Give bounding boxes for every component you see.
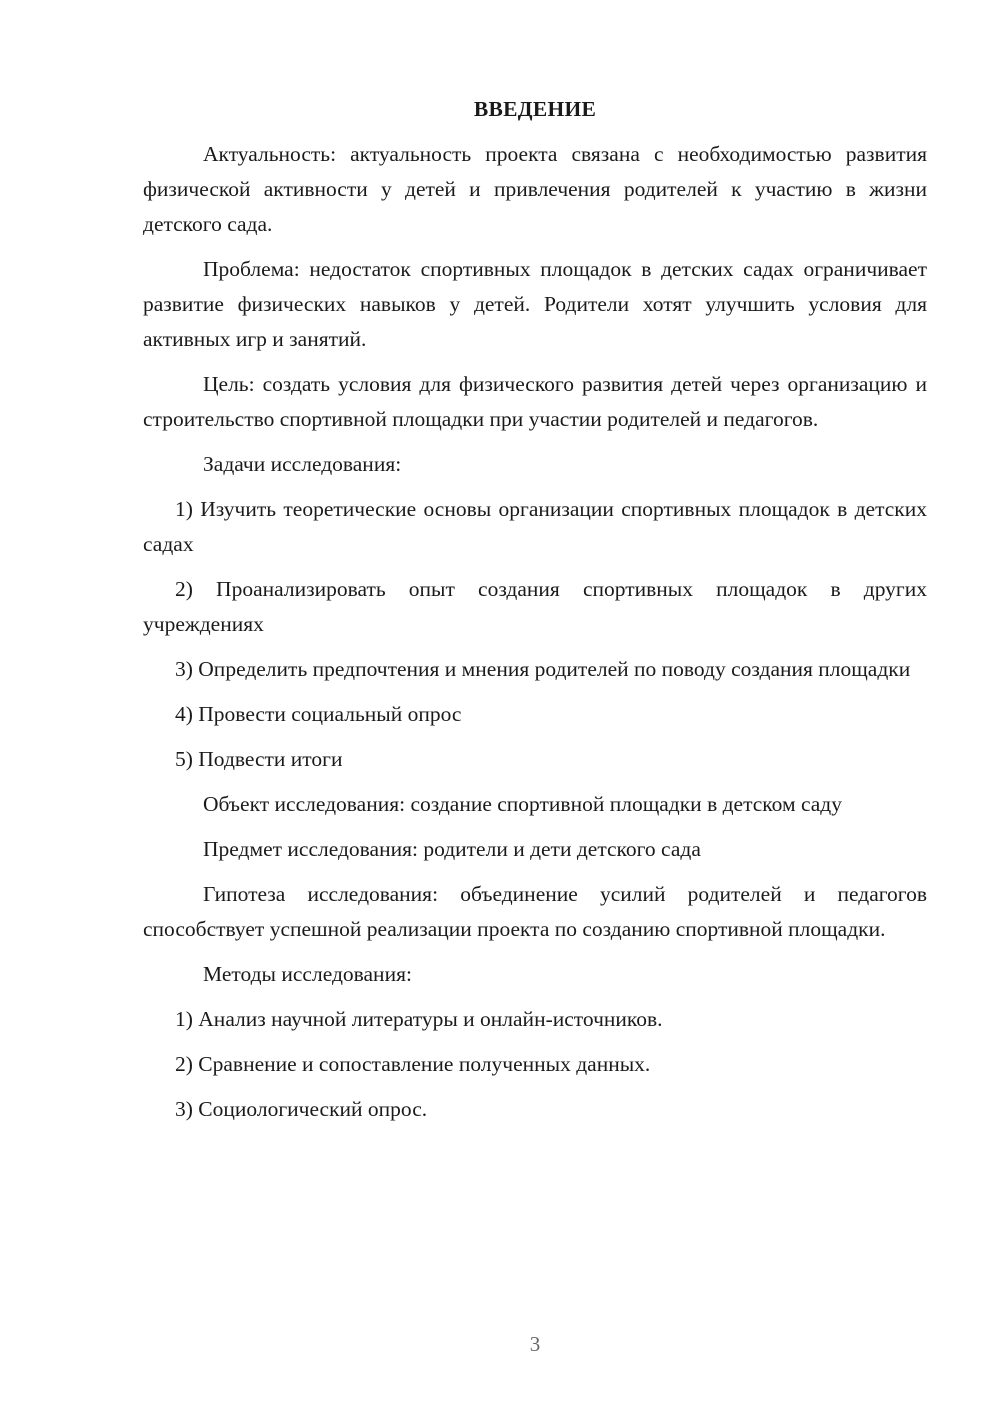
paragraph-object: Объект исследования: создание спортивной площадки в детском саду: [203, 792, 842, 816]
list-item: 4) Провести социальный опрос: [175, 702, 462, 726]
list-item: 2) Проанализировать опыт создания спортивных площадок в других учреждениях: [143, 577, 927, 636]
paragraph-goal: Цель: создать условия для физического развития детей через организацию и строительство спортивной площадки при участии родителей и педагогов.: [143, 372, 927, 431]
methods-list: [143, 1002, 927, 1127]
list-item: 5) Подвести итоги: [175, 747, 343, 771]
paragraph-subject: Предмет исследования: родители и дети детского сада: [203, 837, 701, 861]
tasks-intro: Задачи исследования:: [203, 452, 402, 476]
list-item: 1) Изучить теоретические основы организации спортивных площадок в детских садах: [143, 497, 927, 556]
methods-intro: Методы исследования:: [203, 962, 412, 986]
list-item: 1) Анализ научной литературы и онлайн-источников.: [175, 1007, 663, 1031]
list-item: 3) Социологический опрос.: [175, 1097, 428, 1121]
paragraph-problem: Проблема: недостаток спортивных площадок в детских садах ограничивает развитие физических навыков у детей. Родители хотят улучшить условия для активных игр и занятий.: [143, 257, 927, 351]
section-heading: ВВЕДЕНИЕ: [473, 97, 597, 121]
tasks-list: [143, 492, 927, 777]
paragraph-hypothesis: Гипотеза исследования: объединение усилий родителей и педагогов способствует успешной реализации проекта по созданию спортивной площадки.: [143, 882, 927, 941]
list-item: 2) Сравнение и сопоставление полученных данных.: [175, 1052, 651, 1076]
paragraph-relevance: Актуальность: актуальность проекта связана с необходимостью развития физической активности у детей и привлечения родителей к участию в жизни детского сада.: [143, 142, 927, 236]
page-number: 3: [529, 1332, 541, 1356]
list-item: 3) Определить предпочтения и мнения родителей по поводу создания площадки: [175, 657, 911, 681]
page-content: [143, 92, 927, 1137]
